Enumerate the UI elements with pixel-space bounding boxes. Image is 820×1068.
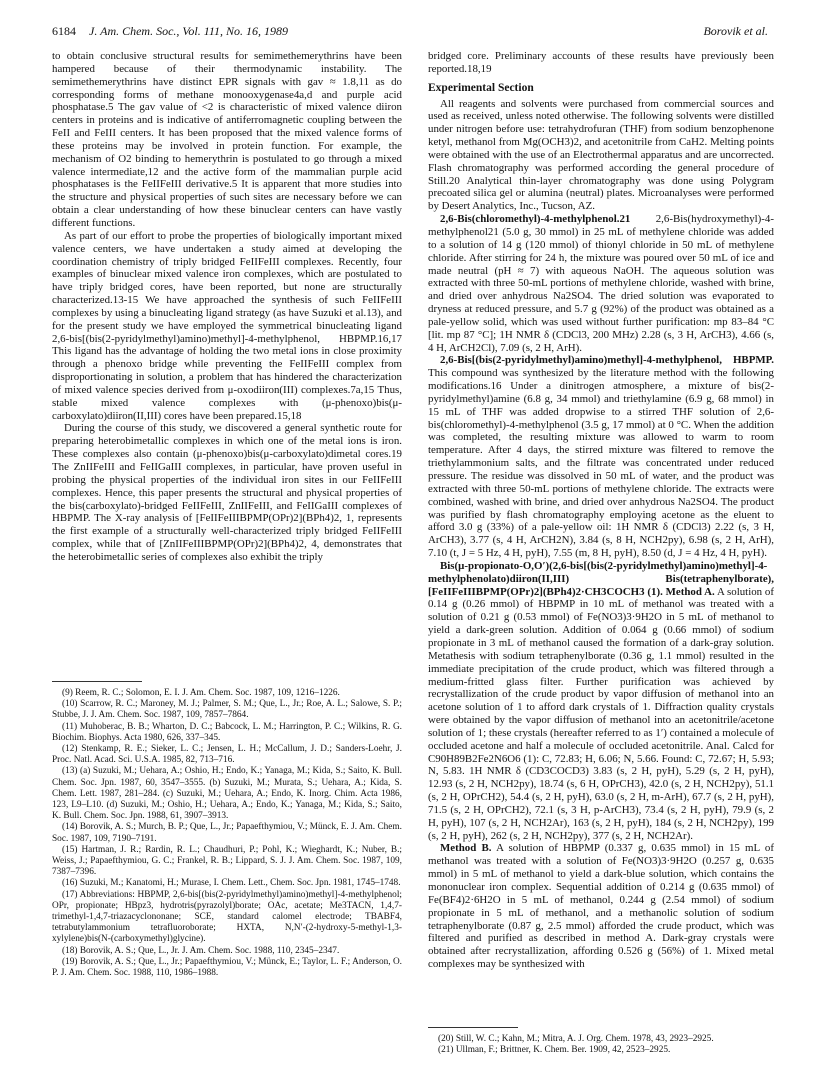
reference-item: (18) Borovik, A. S.; Que, L., Jr. J. Am. Chem. Soc. 1988, 110, 2345–2347. bbox=[62, 945, 340, 956]
running-head-authors: Borovik et al. bbox=[703, 24, 768, 38]
reference-item: (10) Scarrow, R. C.; Maroney, M. J.; Palmer, S. M.; Que, L., Jr.; Roe, A. L.; Salowe, S. P.; Stubbe, J. J. Am. Chem. Soc. 1987, 109, 7857–7864. bbox=[52, 699, 402, 721]
reference-item: (13) (a) Suzuki, M.; Uehara, A.; Oshio, H.; Endo, K.; Yanaga, M.; Kida, S.; Saito, K. Bull. Chem. Soc. Jpn. 1987, 60, 3547–3555. (b) Suzuki, M.; Murata, S.; Uehara, A.; Kida, S. Chem. Lett. 1987, 281–284. (c) Suzuki, M.; Uehara, A.; Endo, K. Inorg. Chim. Acta 1986, 123, L9–L10. (d) Suzuki, M.; Oshio, H.; Uehara, A.; Endo, K.; Yanaga, M.; Kida, S.; Saito, K. Bull. Chem. Soc. Jpn. 1988, 61, 3907–3913. bbox=[52, 766, 402, 822]
reference-item: (15) Hartman, J. R.; Rardin, R. L.; Chaudhuri, P.; Pohl, K.; Wieghardt, K.; Nuber, B.; Weiss, J.; Papaefthymiou, G. C.; Frankel, R. B.; Lippard, S. J. J. Am. Chem. Soc. 1987, 109, 7387–7396. bbox=[52, 844, 402, 878]
body-paragraph: bridged core. Preliminary accounts of these results have previously been reported.18,19 bbox=[428, 50, 774, 75]
reference-item: (16) Suzuki, M.; Kanatomi, H.; Murase, I. Chem. Lett., Chem. Soc. Jpn. 1981, 1745–1748. bbox=[62, 878, 401, 889]
compound-text: This compound was synthesized by the literature method with the following modifications.16 Under a dinitrogen atmosphere, a mixture of bis(2-pyridylmethyl)amine (6.8 g, 34 mmol) and triethylamine (6.9 g, 68 mmol) in 15 mL of THF was added dropwise to a stirred THF solution of 2,6-bis(chloromethyl)-4-methylphenol (3.5 g, 17 mmol) at 0 °C. When the addition was completed, the resulting mixture was allowed to warm to room temperature. After 4 days, the stirred mixture was filtered to remove the triethylammonium salts, and the filtrate was concentrated under reduced pressure. The residue was dissolved in 50 mL of water, and the product was extracted with three 50-mL portions of methylene chloride. The extracts were combined, washed with brine, and dried over anhydrous Na2SO4. The product was purified by flash chromatography employing acetone as the eluent to afford 3.0 g (33%) of a pale-yellow oil: 1H NMR δ (CDCl3) 2.22 (s, 3 H, ArCH3), 3.77 (s, 4 H, ArCH2N), 3.84 (s, 8 H, NCH2py), 6.98 (s, 2 H, ArH), 7.10 (t, J = 5 Hz, 4 H, pyH), 7.55 (m, 8 H, pyH), 8.50 (d, J = 4 Hz, 4 H, pyH). bbox=[428, 367, 774, 560]
body-paragraph: All reagents and solvents were purchased from commercial sources and used as received, unless noted otherwise. The following solvents were distilled under nitrogen before use: tetrahydrofuran (THF) from sodium benzophenone ketyl, methanol from Mg(OCH3)2, and acetonitrile from CaH2. Melting points were obtained with the use of an Electrothermal apparatus and are uncorrected. Flash chromatography was performed according the general procedure of Still.20 Analytical thin-layer chromatography was done using Polygram precoated silica gel or alumina (neutral) plates. Microanalyses were performed by Desert Analytics, Inc., Tucson, AZ. bbox=[428, 97, 774, 213]
method-label: Method B. bbox=[440, 842, 492, 855]
body-paragraph: to obtain conclusive structural results for semimethemerythrins have been hampered because of their thermodynamic instability. The semimethemerythrins have distinct EPR signals with gav ≈ 1.8,11 as do corresponding forms of methane monooxygenase4a,d and purple acid phosphatase.5 The gav value of <2 is characteristic of mixed valence diiron centers in proteins and is indicative of antiferromagnetic coupling between the FeII and FeIII centers. It has been proposed that the mixed valence forms of these proteins may be involved in protein function. For example, the mechanism of O2 binding to hemerythrin is postulated to go through a mixed valence intermediate,12 and the active form of the mammalian purple acid phosphatases is the FeIIFeIII derivative.5 It is apparent that more studies into the structure and physical properties of such sites are necessary before we can obtain a clear understanding of how these binuclear centers can have vastly different functions. bbox=[52, 50, 402, 229]
references-left bbox=[52, 688, 402, 979]
method-paragraph bbox=[428, 842, 774, 970]
compound-paragraph bbox=[428, 213, 774, 354]
reference-item: (14) Borovik, A. S.; Murch, B. P.; Que, L., Jr.; Papaefthymiou, V.; Münck, E. J. Am. Chem. Soc. 1987, 109, 7190–7191. bbox=[52, 822, 402, 844]
section-heading: Experimental Section bbox=[428, 81, 534, 94]
compound-title: 2,6-Bis(chloromethyl)-4-methylphenol.21 bbox=[440, 213, 631, 226]
compound-paragraph bbox=[428, 354, 774, 560]
footnote-divider bbox=[428, 1027, 518, 1028]
method-text: A solution of 0.14 g (0.26 mmol) of HBPMP in 10 mL of methanol was treated with a solution of 0.21 g (0.53 mmol) of Fe(NO3)3·9H2O in 5 mL of methanol to yield a dark-green solution. Addition of 0.064 g (0.66 mmol) of sodium propionate in 3 mL of methanol caused the formation of a dark-gray solution. Metathesis with sodium tetraphenylborate (0.36 g, 1.1 mmol) resulted in the immediate precipitation of the crude product, which was filtered through a medium-fritted glass filter. Further purification was achieved by recrystallization of the crude product by vapor diffusion of methanol into an acetone solution of 1 to afford dark crystals of 1. Diffraction quality crystals were obtained by the vapor diffusion of methanol into an acetonitrile/acetone solution of 1; these crystals (hereafter referred to as 1′) contained a molecule of occluded acetone and half a molecule of occluded acetonitrile. Anal. Calcd for C90H89B2Fe2N6O6 (1): C, 72.83; H, 6.06; N, 5.66. Found: C, 72.67; H, 5.93; N, 5.83. 1H NMR δ (CD3COCD3) 3.83 (s, 2 H, pyH), 5.29 (s, 2 H, pyH), 12.93 (s, 2 H, NCH2py), 18.74 (s, 6 H, OPrCH3), 42.0 (s, 2 H, NCH2py), 51.1 (s, 2 H, OPrCH2), 54.4 (s, 2 H, pyH), 63.0 (s, 2 H, m-ArH), 67.7 (s, 2 H, pyH), 71.5 (s, 2 H, OPrCH2), 72.1 (s, 3 H, p-ArCH3), 73.4 (s, 2 H, pyH), 79.9 (s, 2 H, pyH), 107 (s, 2 H, NCH2Ar), 163 (s, 2 H, pyH), 184 (s, 2 H, NCH2py), 199 (s, 2 H, pyH), 262 (s, 2 H, NCH2py), 377 (s, 2 H, NCH2Ar). bbox=[428, 585, 774, 842]
reference-item: (9) Reem, R. C.; Solomon, E. I. J. Am. Chem. Soc. 1987, 109, 1216–1226. bbox=[62, 688, 340, 698]
reference-item: (19) Borovik, A. S.; Que, L., Jr.; Papaefthymiou, V.; Münck, E.; Taylor, L. F.; Anderson, O. P. J. Am. Chem. Soc. 1988, 110, 1986–1988. bbox=[52, 956, 402, 979]
journal-citation: J. Am. Chem. Soc., Vol. 111, No. 16, 1989 bbox=[89, 24, 288, 38]
compound-text: 2,6-Bis(hydroxymethyl)-4-methylphenol21 (5.0 g, 30 mmol) in 25 mL of methylene chloride was added to a solution of 14 g (120 mmol) of thionyl chloride in 50 mL of methylene chloride. After stirring for 24 h, the mixture was poured over 50 mL of ice and made neutral (pH ≈ 7) with aqueous NaOH. The aqueous solution was extracted with three 50-mL portions of methylene chloride, washed with brine, and dried over anhydrous Na2SO4. The dried solution was evaporated to dryness at reduced pressure, and 5.7 g (92%) of the product was obtained as a pale-yellow solid, which was used without further purification: mp 83–84 °C [lit. mp 87 °C]; 1H NMR δ (CDCl3, 200 MHz) 2.28 (s, 3 H, ArCH3), 4.66 (s, 4 H, ArCH2Cl), 7.09 (s, 2 H, ArH). bbox=[428, 213, 774, 354]
method-label: Method A. bbox=[665, 585, 715, 598]
reference-item: (21) Ullman, F.; Brittner, K. Chem. Ber. 1909, 42, 2523–2925. bbox=[438, 1045, 671, 1056]
reference-item: (11) Muhoberac, B. B.; Wharton, D. C.; Babcock, L. M.; Harrington, P. C.; Wilkins, R. G. Biochim. Biophys. Acta 1980, 626, 337–345. bbox=[52, 721, 402, 743]
compound-paragraph bbox=[428, 560, 774, 843]
references-right bbox=[428, 1034, 774, 1056]
reference-item: (17) Abbreviations: HBPMP, 2,6-bis[(bis(2-pyridylmethyl)amino)methyl]-4-methylphenol; OPr, propionate; HBpz3, hydrotris(pyrazolyl)borate; OAc, acetate; Me3TACN, 1,4,7-trimethyl-1,4,7-triazacyclononane; SCE, standard calomel electrode; TBABF4, tetrabutylammonium tetrafluoroborate; HXTA, N,N′-(2-hydroxy-5-methyl-1,3-xylylene)bis(N-(carboxymethyl)glycine). bbox=[52, 889, 402, 945]
footnote-divider bbox=[52, 681, 142, 682]
reference-item: (20) Still, W. C.; Kahn, M.; Mitra, A. J. Org. Chem. 1978, 43, 2923–2925. bbox=[438, 1034, 714, 1044]
header-left bbox=[52, 20, 288, 42]
body-paragraph: During the course of this study, we discovered a general synthetic route for preparing heterobimetallic complexes in which one of the metal ions is iron. These complexes also contain (μ-phenoxo)bis(μ-carboxylato)dimetal cores.19 The ZnIIFeIII and FeIIGaIII complexes, in particular, have proven useful in probing the physical properties of the individual iron sites in our FeIIFeIII complexes. Hence, this paper presents the structural and physical properties of the bis(carboxylato)-bridged FeIIFeIII, ZnIIFeIII, and FeIIGaIII complexes of HBPMP. The X-ray analysis of [FeIIFeIIIBPMP(OPr)2](BPh4)2, 1, represents the first example of a structurally well-characterized triply bridged FeIIFeIII complex, while that of [ZnIIFeIIIBPMP(OPr)2](BPh4)2, 4, demonstrates that the heterobimetallic series of complexes also exhibit the triply bbox=[52, 422, 402, 563]
page-header bbox=[52, 20, 768, 42]
right-column bbox=[428, 50, 774, 971]
reference-item: (12) Stenkamp, R. E.; Sieker, L. C.; Jensen, L. H.; McCallum, J. D.; Sanders-Loehr, J. Proc. Natl. Acad. Sci. U.S.A. 1985, 82, 713–716. bbox=[52, 744, 402, 766]
page-number: 6184 bbox=[52, 24, 76, 38]
body-paragraph: As part of our effort to probe the properties of biologically important mixed valence centers, we have undertaken a study aimed at developing the coordination chemistry of triply bridged FeIIFeIII complexes. Recently, four examples of binuclear mixed valence iron complexes, which are postulated to have triply bridged cores, have been reported, but none are structurally characterized.13-15 We have approached the synthesis of such FeIIFeIII complexes by using a binucleating ligand strategy (as have Suzuki et al.13), and for the present study we have employed the symmetrical binucleating ligand 2,6-bis[(bis(2-pyridylmethyl)amino)methyl]-4-methylphenol, HBPMP.16,17 This ligand has the advantage of holding the two metal ions in close proximity through a phenoxo bridge while preventing the FeIIFeIII complex from disproportionating in solution, a problem that has hindered the characterization of mixed valence species derived from μ-oxodiiron(III) complexes.7a,15 Thus, stable mixed valence complexes with (μ-phenoxo)bis(μ-carboxylato)diiron(II,III) cores have been prepared.15,18 bbox=[52, 229, 402, 422]
compound-title: 2,6-Bis[(bis(2-pyridylmethyl)amino)methyl]-4-methylphenol, HBPMP. bbox=[440, 354, 774, 367]
method-text: A solution of HBPMP (0.337 g, 0.635 mmol) in 15 mL of methanol was treated with a solution of Fe(NO3)3·9H2O (0.257 g, 0.635 mmol) in 5 mL of methanol to yield a dark-blue solution, which contains the mononuclear iron complex. Sequential addition of 0.214 g (0.635 mmol) of Fe(BF4)2·6H2O in 5 mL of methanol, 0.244 g (2.54 mmol) of sodium propionate in 5 mL of methanol, and a methanolic solution of sodium tetraphenylborate (0.87 g, 2.5 mmol) afforded the crude product, which was filtered and purified as described in method A. Dark-gray crystals were obtained after recrystallization, affording 0.526 g (56%) of 1. Mixed metal complexes may be synthesized with bbox=[428, 842, 774, 971]
left-column bbox=[52, 50, 402, 564]
compound-title: Bis(μ-propionato-O,O′)(2,6-bis[(bis(2-pyridylmethyl)amino)methyl]-4-methylphenolato)diiron(II,III) Bis(tetraphenylborate), [FeIIFeIIIBPMP(OPr)2](BPh4)2·CH3COCH3 (1). bbox=[428, 559, 774, 598]
